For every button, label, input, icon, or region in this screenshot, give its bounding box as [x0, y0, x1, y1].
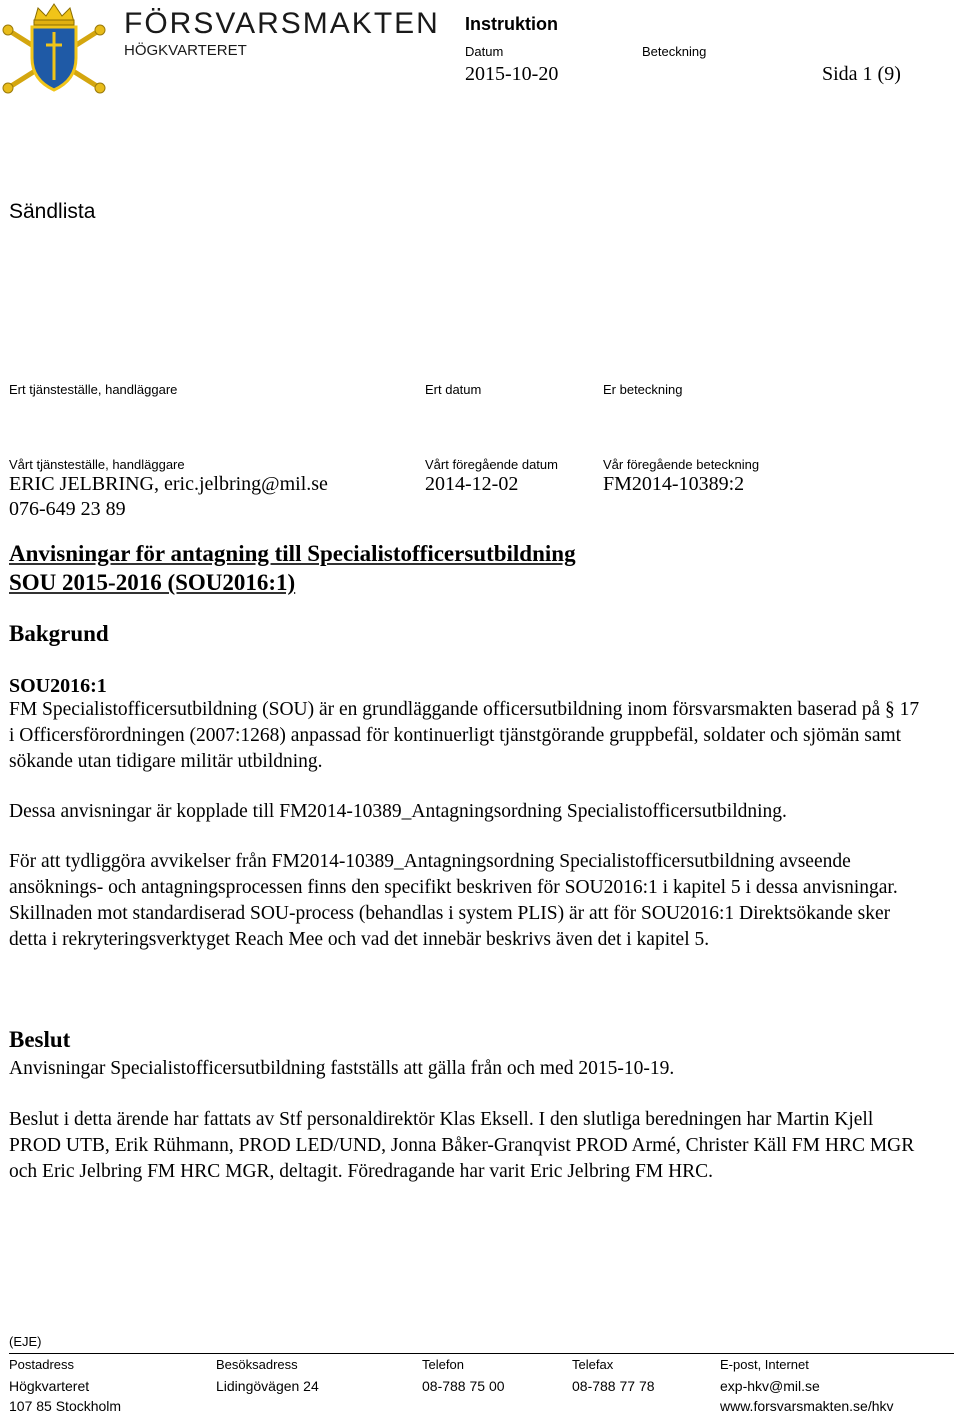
postal-address-label: Postadress: [9, 1357, 75, 1372]
your-date-label: Ert datum: [425, 382, 482, 397]
footer-divider: [9, 1353, 954, 1354]
document-type: Instruktion: [465, 14, 558, 34]
reference-label: Beteckning: [642, 44, 707, 59]
decision-heading: Beslut: [9, 1027, 71, 1052]
background-paragraph-2: Dessa anvisningar är kopplade till FM2014-10389_Antagningsordning Specialistofficersutbildning.: [9, 801, 787, 822]
email-label: E-post, Internet: [720, 1357, 809, 1372]
your-office-label: Ert tjänsteställe, handläggare: [9, 382, 178, 397]
background-heading: Bakgrund: [9, 621, 109, 646]
background-paragraph-1: FM Specialistofficersutbildning (SOU) är en grundläggande officersutbildning inom försvarsmakten baserad på § 17 i Officersförordningen (2007:1268) anpassad för kontinuerligt tjänstgörande gruppbefäl, soldater och sjömän samt sökande utan tidigare militär utbildning.: [9, 699, 920, 772]
forsvarsmakten-emblem-icon: [0, 0, 108, 95]
background-paragraph-3: För att tydliggöra avvikelser från FM2014-10389_Antagningsordning Specialistofficersutbildning avseende ansöknings- och antagningsprocessen finns den specifikt beskriven för SOU2016:1 i kapitel 5 i dessa anvisningar. Skillnaden mot standardiserad SOU-process (behandlas i system PLIS) är att för SOU2016:1 Direktsökande sker detta i rekryteringsverktyget Reach Mee och vad det innebär beskrivs även det i kapitel 5.: [9, 851, 898, 950]
phone-label: Telefon: [422, 1357, 464, 1372]
our-prev-date-label: Vårt föregående datum: [425, 457, 558, 472]
page-number: Sida 1 (9): [822, 63, 901, 85]
postal-address-line1: Högkvarteret: [9, 1378, 90, 1394]
author-initials: (EJE): [9, 1334, 42, 1349]
handler-phone: 076-649 23 89: [9, 498, 126, 520]
our-prev-reference-label: Vår föregående beteckning: [603, 457, 760, 472]
distribution-list-label: Sändlista: [9, 200, 96, 223]
visit-address-label: Besöksadress: [216, 1357, 298, 1372]
fax-label: Telefax: [572, 1357, 614, 1372]
our-office-label: Vårt tjänsteställe, handläggare: [9, 457, 185, 472]
fax-number: 08-788 77 78: [572, 1378, 655, 1394]
decision-paragraph-2: Beslut i detta ärende har fattats av Stf personaldirektör Klas Eksell. I den slutliga beredningen har Martin Kjell PROD UTB, Erik Rühmann, PROD LED/UND, Jonna Båker-Granqvist PROD Armé, Christer Käll FM HRC MGR och Eric Jelbring FM HRC MGR, deltagit. Föredragande har varit Eric Jelbring FM HRC.: [9, 1109, 915, 1182]
document-date: 2015-10-20: [465, 63, 559, 85]
date-label: Datum: [465, 44, 504, 59]
document-title-line1: Anvisningar för antagning till Specialistofficersutbildning: [9, 541, 576, 566]
document-title-line2: SOU 2015-2016 (SOU2016:1): [9, 570, 296, 595]
email-address[interactable]: exp-hkv@mil.se: [720, 1378, 820, 1394]
decision-paragraph-1: Anvisningar Specialistofficersutbildning fastställs att gälla från och med 2015-10-19.: [9, 1058, 675, 1079]
website-link[interactable]: www.forsvarsmakten.se/hkv: [720, 1398, 894, 1414]
your-reference-label: Er beteckning: [603, 382, 683, 397]
org-subtitle: HÖGKVARTERET: [124, 42, 247, 59]
visit-address: Lidingövägen 24: [216, 1378, 319, 1394]
handler-contact: ERIC JELBRING, eric.jelbring@mil.se: [9, 473, 328, 495]
background-subheading: SOU2016:1: [9, 675, 107, 697]
phone-number: 08-788 75 00: [422, 1378, 505, 1394]
postal-address-line2: 107 85 Stockholm: [9, 1398, 122, 1414]
prev-reference-value: FM2014-10389:2: [603, 473, 745, 495]
prev-date-value: 2014-12-02: [425, 473, 519, 495]
org-name: FÖRSVARSMAKTEN: [124, 7, 440, 40]
